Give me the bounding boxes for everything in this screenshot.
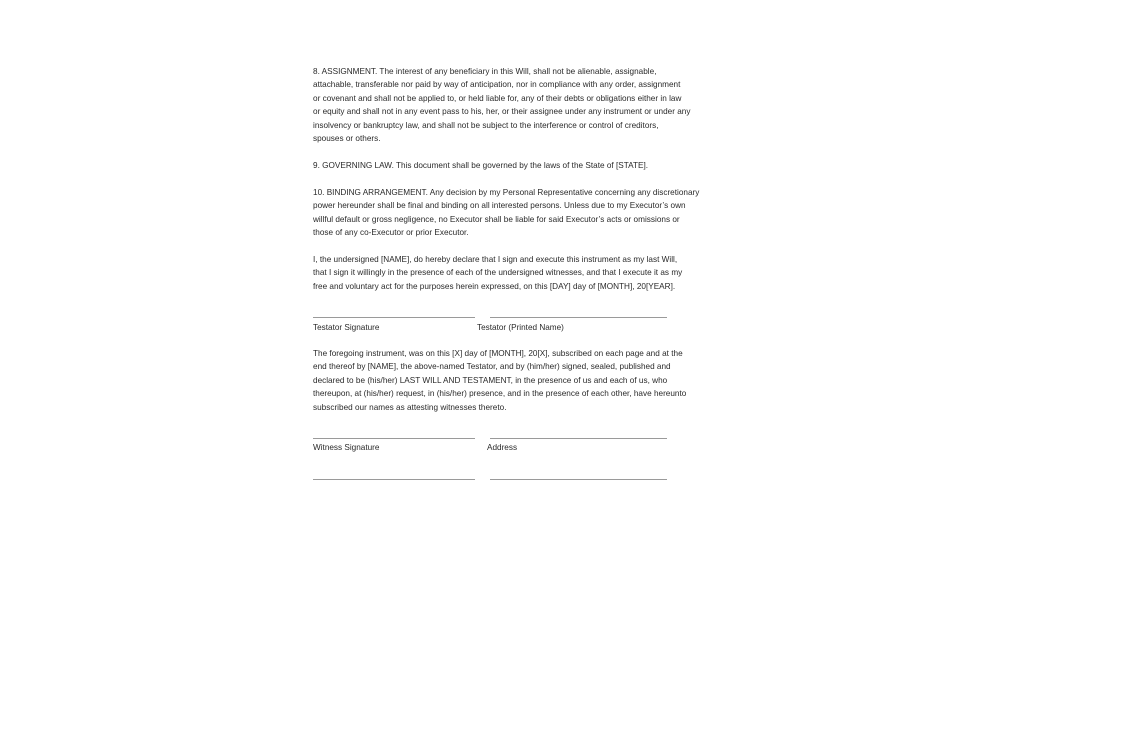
attestation-paragraph [313,347,753,414]
testator-signature-label: Testator Signature [313,323,380,332]
witness-signature-label: Witness Signature [313,443,380,452]
paragraph-line: thereupon, at (his/her) request, in (his/her) presence, and in the presence of each other, have hereunto [313,389,687,399]
paragraph-line: that I sign it willingly in the presence of each of the undersigned witnesses, and that I execute it as my [313,268,683,278]
paragraph-line: I, the undersigned [NAME], do hereby declare that I sign and execute this instrument as my last Will, [313,255,678,264]
paragraph-line: attachable, transferable nor paid by way of anticipation, nor in compliance with any order, assignment [313,80,681,90]
paragraph-line: end thereof by [NAME], the above-named Testator, and by (him/her) signed, sealed, published and [313,362,671,372]
paragraph-line: those of any co-Executor or prior Executor. [313,228,469,238]
governing-law-paragraph [313,159,753,172]
second-witness-signature-line [313,479,475,480]
paragraph-line: spouses or others. [313,133,381,143]
address-label: Address [487,443,518,452]
paragraph-line: power hereunder shall be final and binding on all interested persons. Unless due to my Executor’s own [313,201,686,211]
paragraph-line: The foregoing instrument, was on this [X] day of [MONTH], 20[X], subscribed on each page and at the [313,349,683,358]
paragraph-line: willful default or gross negligence, no Executor shall be liable for said Executor’s acts or omissions or [313,214,680,224]
paragraph-line: 8. ASSIGNMENT. The interest of any beneficiary in this Will, shall not be alienable, assignable, [313,67,657,76]
paragraph-line: free and voluntary act for the purposes herein expressed, on this [DAY] day of [MONTH], 20[YEAR]. [313,281,676,291]
paragraph-line: declared to be (his/her) LAST WILL AND TESTAMENT, in the presence of us and each of us, who [313,375,668,385]
testator-signature-line [313,317,475,318]
witness-signature-line [313,438,475,439]
testator-printed-name-line [490,317,667,318]
paragraph-line: subscribed our names as attesting witnesses thereto. [313,402,507,412]
binding-arrangement-paragraph [313,186,753,240]
paragraph-line: insolvency or bankruptcy law, and shall not be subject to the interference or control of creditors, [313,120,659,130]
second-witness-address-line [490,479,667,480]
declaration-paragraph [313,253,753,293]
paragraph-line: 10. BINDING ARRANGEMENT. Any decision by my Personal Representative concerning any discretionary [313,188,700,197]
paragraph-line: or equity and shall not in any event pass to his, her, or their assignee under any instrument or under any [313,107,691,117]
testator-printed-name-label: Testator (Printed Name) [477,323,564,332]
paragraph-line: or covenant and shall not be applied to, or held liable for, any of their debts or obligations either in law [313,93,682,103]
paragraph-line: 9. GOVERNING LAW. This document shall be governed by the laws of the State of [STATE]. [313,161,649,170]
witness-address-line [490,438,667,439]
assignment-paragraph [313,65,753,145]
